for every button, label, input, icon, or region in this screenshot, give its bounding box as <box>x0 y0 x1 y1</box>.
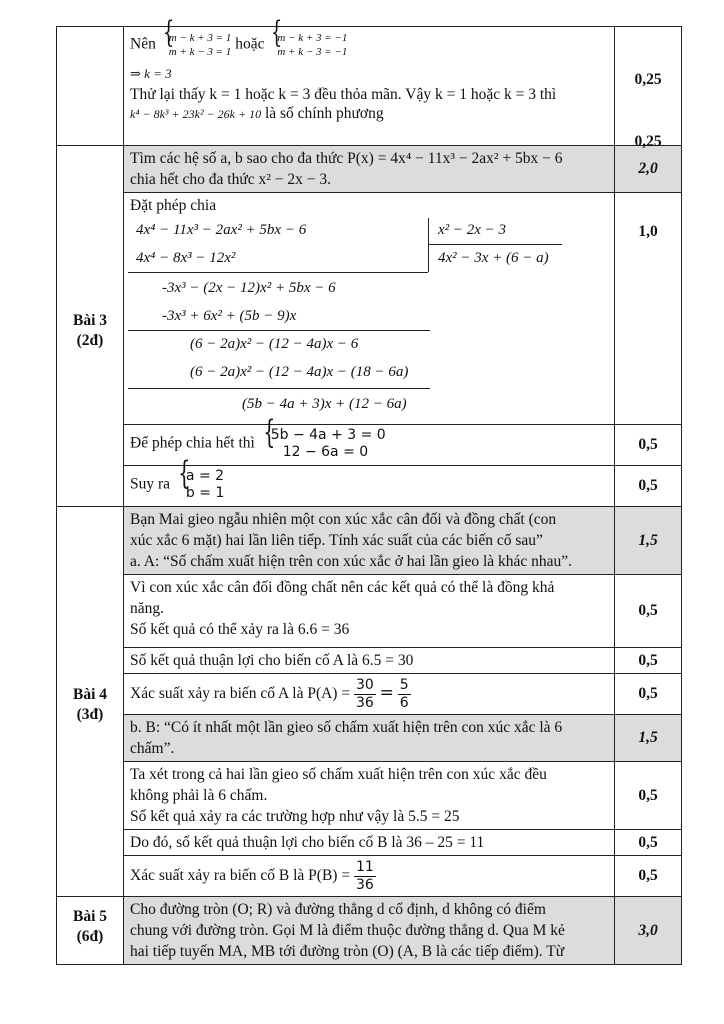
result-k: ⇒ k = 3 <box>130 66 172 81</box>
question-cell <box>124 507 615 575</box>
long-division <box>124 218 614 424</box>
question-line: Cho đường tròn (O; R) và đường thẳng d cố định, d không có điểm <box>130 901 546 918</box>
condition-label: Để phép chia hết thì <box>130 434 255 452</box>
condition-cell <box>124 425 615 466</box>
table-row <box>57 897 682 965</box>
table-row <box>57 830 682 856</box>
problem-points: (3đ) <box>76 705 104 723</box>
question-line: chấm”. <box>130 740 175 757</box>
system-1 <box>160 31 232 59</box>
table-row <box>57 648 682 674</box>
question-line: b. B: “Có ít nhất một lần gieo số chấm xuất hiện trên con xúc xắc là 6 <box>130 719 563 736</box>
text-hoac: hoặc <box>235 35 265 53</box>
score-cell: 0,5 <box>615 466 682 507</box>
solution-line: Do đó, số kết quả thuận lợi cho biến cố B là 36 – 25 = 11 <box>130 834 485 851</box>
score-cell: 0,5 <box>615 425 682 466</box>
solution-cell <box>124 648 615 674</box>
subtract-line-3 <box>128 388 430 389</box>
solution-cell <box>124 856 615 897</box>
numerator: 30 <box>355 676 374 693</box>
score-cell: 0,5 <box>615 648 682 674</box>
solution-line: không phải là 6 chấm. <box>130 787 268 804</box>
dividend: 4x⁴ − 11x³ − 2ax² + 5bx − 6 <box>136 222 307 238</box>
probability-label: Xác suất xảy ra biến cố A là P(A) = <box>130 684 351 702</box>
solution-cell <box>124 830 615 856</box>
table-row <box>57 856 682 897</box>
subtract-line-1 <box>128 272 428 273</box>
answer-system <box>174 468 224 502</box>
table-row <box>57 762 682 830</box>
question-cell <box>124 146 615 193</box>
subtract-line-2 <box>128 330 430 331</box>
answer-eq-2: b = 1 <box>185 485 225 501</box>
subtract-2: -3x³ + 6x² + (5b − 9)x <box>162 308 297 324</box>
answer-cell <box>124 466 615 507</box>
table-row <box>57 674 682 715</box>
problem-number: Bài 3 <box>72 312 108 329</box>
table-row <box>57 715 682 762</box>
divisor-underline <box>428 244 562 245</box>
solution-line: Ta xét trong cả hai lần gieo số chấm xuất hiện trên con xúc xắc đều <box>130 766 547 783</box>
question-line: a. A: “Số chấm xuất hiện trên con xúc xắc ở hai lần gieo là khác nhau”. <box>130 553 573 570</box>
remainder-3: (5b − 4a + 3)x + (12 − 6a) <box>242 396 407 412</box>
answer-table <box>56 26 682 965</box>
problem-points: (6đ) <box>76 928 104 945</box>
score-cell: 0,5 <box>615 856 682 897</box>
score-cell: 0,5 <box>615 830 682 856</box>
question-line: chia hết cho đa thức x² − 2x − 3. <box>130 171 331 188</box>
question-cell <box>124 897 615 965</box>
question-line: chung với đường tròn. Gọi M là điểm thuộc đường thẳng d. Qua M kẻ <box>130 922 565 939</box>
subtract-3: (6 − 2a)x² − (12 − 4a)x − (18 − 6a) <box>190 364 409 380</box>
system-1-eq-2: m + k − 3 = 1 <box>168 46 232 58</box>
probability-label: Xác suất xảy ra biến cố B là P(B) = <box>130 866 351 884</box>
polynomial-tail: là số chính phương <box>264 105 384 122</box>
score-cell: 1,0 <box>615 193 682 425</box>
quotient: 4x² − 3x + (6 − a) <box>438 250 549 266</box>
fraction-30-36 <box>354 677 376 712</box>
score-cell: 0,5 <box>615 575 682 648</box>
remainder-2: (6 − 2a)x² − (12 − 4a)x − 6 <box>190 336 359 352</box>
condition-eq-2: 12 − 6a = 0 <box>282 444 369 460</box>
denominator: 36 <box>355 876 374 893</box>
solution-line: Vì con xúc xắc cân đối đồng chất nên các kết quả có thể là đồng khả <box>130 579 555 596</box>
answer-eq-1: { a = 2 <box>185 468 225 484</box>
divisor: x² − 2x − 3 <box>438 222 507 238</box>
score-cell: 0,5 <box>615 674 682 715</box>
equals-sign: = <box>379 682 394 703</box>
table-row <box>57 575 682 648</box>
solution-cell <box>124 674 615 715</box>
question-line: xúc xắc 6 mặt) hai lần liên tiếp. Tính xác suất của các biến cố sau” <box>130 532 543 549</box>
polynomial-expression: k⁴ − 8k³ + 23k² − 26k + 10 <box>130 107 262 121</box>
numerator: 5 <box>399 676 409 693</box>
solution-line: năng. <box>130 600 165 617</box>
question-line: Bạn Mai gieo ngẫu nhiên một con xúc xắc cân đối và đồng chất (con <box>130 511 557 528</box>
problem-points: (2đ) <box>76 332 104 349</box>
question-line: hai tiếp tuyến MA, MB tới đường tròn (O) (A, B là các tiếp điểm). Từ <box>130 943 565 960</box>
score-cell <box>615 27 682 150</box>
table-row <box>57 466 682 507</box>
empty-label-cell <box>57 27 124 146</box>
subtract-1: 4x⁴ − 8x³ − 12x² <box>136 250 236 266</box>
solution-cell <box>124 27 615 146</box>
numerator: 11 <box>355 858 374 875</box>
problem-number: Bài 4 <box>72 685 108 703</box>
text-nen: Nên <box>130 35 156 53</box>
solution-cell <box>124 762 615 830</box>
system-1-eq-1: { m − k + 3 = 1 <box>168 32 232 44</box>
fraction-5-6 <box>398 677 411 712</box>
table-row <box>57 146 682 193</box>
score: 0,25 <box>634 71 662 88</box>
condition-eq-1: { 5b − 4a + 3 = 0 <box>270 427 386 443</box>
score-cell: 1,5 <box>615 507 682 575</box>
verification-text: Thử lại thấy k = 1 hoặc k = 3 đều thỏa mãn. Vậy k = 1 hoặc k = 3 thì <box>130 86 557 103</box>
division-intro: Đặt phép chia <box>130 197 217 214</box>
problem-label-bai-3 <box>57 146 124 507</box>
question-cell <box>124 715 615 762</box>
table-row <box>57 193 682 425</box>
score-cell: 3,0 <box>615 897 682 965</box>
system-2-eq-2: m + k − 3 = −1 <box>277 46 348 58</box>
answer-label: Suy ra <box>130 475 171 493</box>
system-2-eq-1: { m − k + 3 = −1 <box>277 32 348 44</box>
fraction-11-36 <box>354 859 376 894</box>
score-cell: 2,0 <box>615 146 682 193</box>
solution-cell <box>124 575 615 648</box>
solution-line: Số kết quả có thể xảy ra là 6.6 = 36 <box>130 621 350 638</box>
problem-label-bai-4 <box>57 507 124 897</box>
denominator: 36 <box>355 694 374 711</box>
table-row <box>57 507 682 575</box>
system-2 <box>268 31 347 59</box>
problem-label-bai-5 <box>57 897 124 965</box>
answer-key-page <box>56 26 668 965</box>
table-row <box>57 425 682 466</box>
solution-line: Số kết quả thuận lợi cho biến cố A là 6.5 = 30 <box>130 652 414 669</box>
table-row <box>57 27 682 146</box>
question-line: Tìm các hệ số a, b sao cho đa thức P(x) = 4x⁴ − 11x³ − 2ax² + 5bx − 6 <box>130 150 563 167</box>
condition-system <box>259 427 386 461</box>
score: 0,25 <box>634 133 662 150</box>
problem-number: Bài 5 <box>72 908 108 925</box>
denominator: 6 <box>399 694 409 711</box>
division-bar-vertical <box>428 218 429 272</box>
score-cell: 0,5 <box>615 762 682 830</box>
solution-line: Số kết quả xảy ra các trường hợp như vậy là 5.5 = 25 <box>130 808 460 825</box>
division-cell <box>124 193 615 425</box>
score-cell: 1,5 <box>615 715 682 762</box>
remainder-1: -3x³ − (2x − 12)x² + 5bx − 6 <box>162 280 336 296</box>
